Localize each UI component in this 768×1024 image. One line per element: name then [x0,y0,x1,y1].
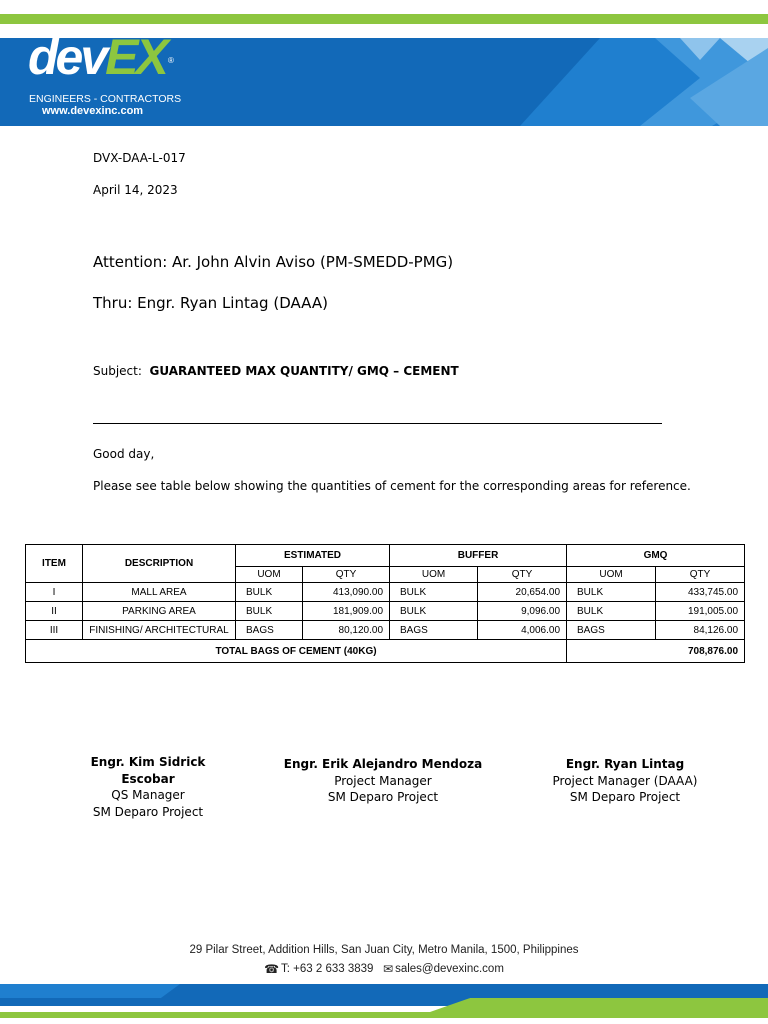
footer-band [0,984,768,1024]
thru-line: Thru: Engr. Ryan Lintag (DAAA) [93,294,328,312]
cell-gmq-qty: 84,126.00 [656,621,745,640]
signatory-title: QS Manager [111,788,185,802]
total-label: TOTAL BAGS OF CEMENT (40KG) [26,640,567,663]
footer-address: 29 Pilar Street, Addition Hills, San Juan City, Metro Manila, 1500, Philippines [189,944,579,956]
total-value: 708,876.00 [567,640,745,663]
subject-label: Subject: [93,364,142,378]
cell-est-uom: BAGS [236,621,303,640]
signatory-name: Engr. Erik Alejandro Mendoza [283,757,483,771]
footer-phone: T: +63 2 633 3839 [281,963,374,975]
signatory-name: Engr. Kim Sidrick Escobar [90,755,206,786]
subject-divider [93,423,662,424]
cell-buf-uom: BULK [390,583,478,602]
header-buffer: BUFFER [390,545,567,567]
header-buf-uom: UOM [390,567,478,583]
intro-paragraph: Please see table below showing the quantities of cement for the corresponding areas for reference. [93,479,691,493]
cell-description: FINISHING/ ARCHITECTURAL [83,621,236,640]
header-item: ITEM [26,545,83,583]
signatory-project: SM Deparo Project [92,804,204,819]
signatory-project: SM Deparo Project [327,790,439,804]
header-gmq-uom: UOM [567,567,656,583]
cell-description: PARKING AREA [83,602,236,621]
greeting: Good day, [93,447,155,461]
reference-number: DVX-DAA-L-017 [93,151,186,165]
cell-description: MALL AREA [83,583,236,602]
phone-icon: ☎ [264,962,280,976]
registered-mark: ® [168,56,174,65]
header-estimated: ESTIMATED [236,545,390,567]
footer-contact [0,962,768,976]
signatory-name: Engr. Ryan Lintag [565,757,685,771]
header-top-green-stripe [0,14,768,24]
cell-gmq-qty: 191,005.00 [656,602,745,621]
table-row [26,621,745,640]
attention-line: Attention: Ar. John Alvin Aviso (PM-SMEDD-PMG) [93,253,454,271]
logo-wordmark: devEX [28,29,166,85]
table-row [26,583,745,602]
letter-date: April 14, 2023 [93,183,178,197]
cell-item: III [26,621,83,640]
cell-est-uom: BULK [236,583,303,602]
footer-email: sales@devexinc.com [395,963,504,975]
cell-est-qty: 181,909.00 [303,602,390,621]
cell-buf-uom: BAGS [390,621,478,640]
logo-tagline: ENGINEERS - CONTRACTORS [29,93,182,105]
table-row [26,602,745,621]
devex-logo [28,29,188,122]
total-row [26,640,745,663]
header-gmq: GMQ [567,545,745,567]
header-gmq-qty: QTY [656,567,745,583]
cell-buf-qty: 4,006.00 [478,621,567,640]
cell-gmq-uom: BULK [567,602,656,621]
cell-item: II [26,602,83,621]
cell-buf-uom: BULK [390,602,478,621]
header-est-uom: UOM [236,567,303,583]
envelope-icon: ✉ [383,962,394,976]
signatory-block [63,754,233,820]
header-description: DESCRIPTION [83,545,236,583]
company-website: www.devexinc.com [42,105,144,117]
footer-decoration [0,984,768,1024]
cell-est-qty: 80,120.00 [303,621,390,640]
cell-gmq-qty: 433,745.00 [656,583,745,602]
signatory-title: Project Manager (DAAA) [552,773,698,788]
cell-est-qty: 413,090.00 [303,583,390,602]
header-est-qty: QTY [303,567,390,583]
signatory-block [540,756,710,806]
cell-gmq-uom: BULK [567,583,656,602]
header-buf-qty: QTY [478,567,567,583]
signatory-block [283,756,483,806]
subject-line [93,364,459,378]
cell-buf-qty: 20,654.00 [478,583,567,602]
signatory-project: SM Deparo Project [569,790,681,804]
signatory-title: Project Manager [334,773,432,788]
cell-buf-qty: 9,096.00 [478,602,567,621]
cell-item: I [26,583,83,602]
cell-est-uom: BULK [236,602,303,621]
gmq-table [25,544,745,663]
subject-text: GUARANTEED MAX QUANTITY/ GMQ – CEMENT [149,364,459,378]
cell-gmq-uom: BAGS [567,621,656,640]
